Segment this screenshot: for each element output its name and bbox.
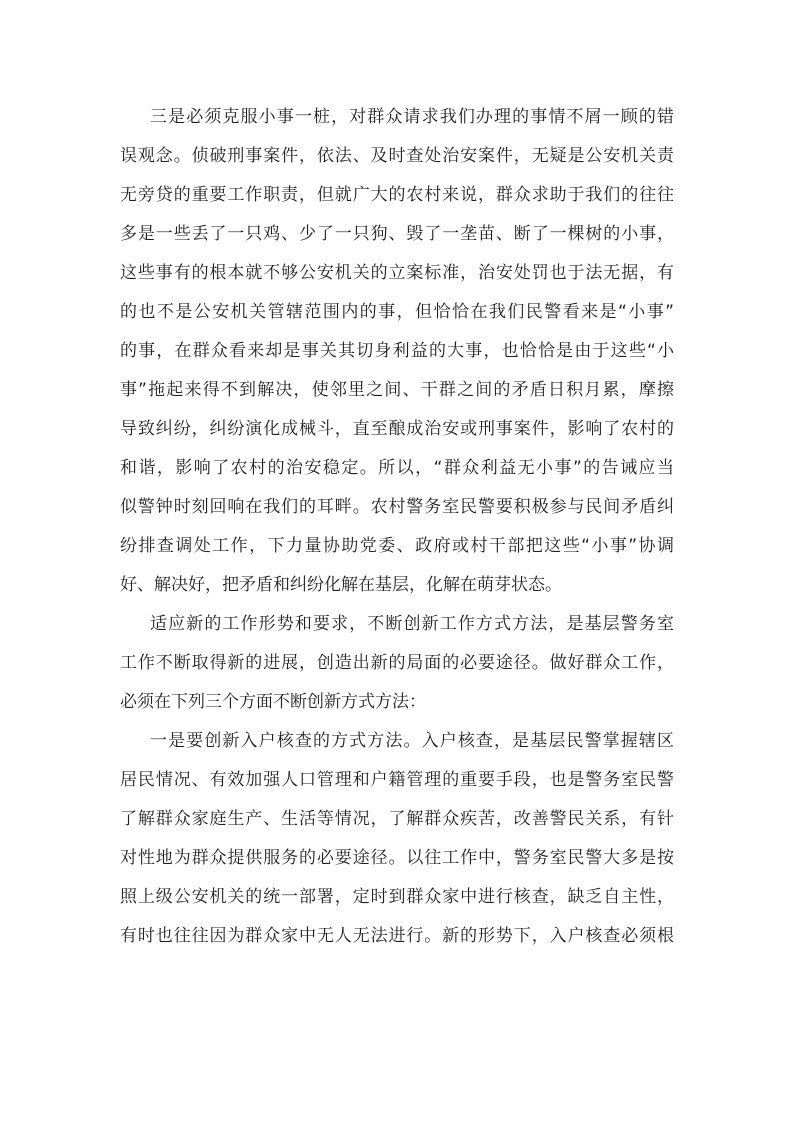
paragraph-line: 对性地为群众提供服务的必要途径。以往工作中，警务室民警大多是按 xyxy=(120,848,674,868)
paragraph-line: 似警钟时刻回响在我们的耳畔。农村警务室民警要积极参与民间矛盾纠 xyxy=(120,497,674,517)
paragraph-line: 事”拖起来得不到解决，使邻里之间、干群之间的矛盾日积月累，摩擦 xyxy=(120,380,674,400)
paragraph-line: 有时也往往因为群众家中无人无法进行。新的形势下，入户核查必须根 xyxy=(120,926,674,946)
paragraph-line: 好、解决好，把矛盾和纠纷化解在基层，化解在萌芽状态。 xyxy=(120,575,562,595)
paragraph-line: 了解群众家庭生产、生活等情况，了解群众疾苦，改善警民关系，有针 xyxy=(120,809,674,829)
paragraph-line: 无旁贷的重要工作职责，但就广大的农村来说，群众求助于我们的往往 xyxy=(120,185,674,205)
paragraph-line: 居民情况、有效加强人口管理和户籍管理的重要手段，也是警务室民警 xyxy=(120,770,674,790)
paragraph-line: 导致纠纷，纠纷演化成械斗，直至酿成治安或刑事案件，影响了农村的 xyxy=(120,419,674,439)
paragraph-line: 纷排查调处工作，下力量协助党委、政府或村干部把这些“小事”协调 xyxy=(120,536,674,556)
paragraph-line: 一是要创新入户核查的方式方法。入户核查，是基层民警掌握辖区 xyxy=(150,731,674,751)
paragraph-line: 的也不是公安机关管辖范围内的事，但恰恰在我们民警看来是“小事” xyxy=(120,302,674,322)
paragraph-line: 这些事有的根本就不够公安机关的立案标准，治安处罚也于法无据，有 xyxy=(120,263,674,283)
paragraph-line: 适应新的工作形势和要求，不断创新工作方式方法，是基层警务室 xyxy=(150,614,674,634)
paragraph-line: 的事，在群众看来却是事关其切身利益的大事，也恰恰是由于这些“小 xyxy=(120,341,674,361)
paragraph-line: 照上级公安机关的统一部署，定时到群众家中进行核查，缺乏自主性， xyxy=(120,887,674,907)
paragraph-line: 和谐，影响了农村的治安稳定。所以，“群众利益无小事”的告诫应当 xyxy=(120,458,674,478)
paragraph-line: 必须在下列三个方面不断创新方式方法： xyxy=(120,692,426,712)
document-body xyxy=(120,98,674,956)
paragraph-line: 多是一些丢了一只鸡、少了一只狗、毁了一垄苗、断了一棵树的小事， xyxy=(120,224,674,244)
paragraph-line: 工作不断取得新的进展，创造出新的局面的必要途径。做好群众工作， xyxy=(120,653,674,673)
paragraph-line: 误观念。侦破刑事案件，依法、及时查处治安案件，无疑是公安机关责 xyxy=(120,146,674,166)
paragraph-line: 三是必须克服小事一桩，对群众请求我们办理的事情不屑一顾的错 xyxy=(150,107,674,127)
